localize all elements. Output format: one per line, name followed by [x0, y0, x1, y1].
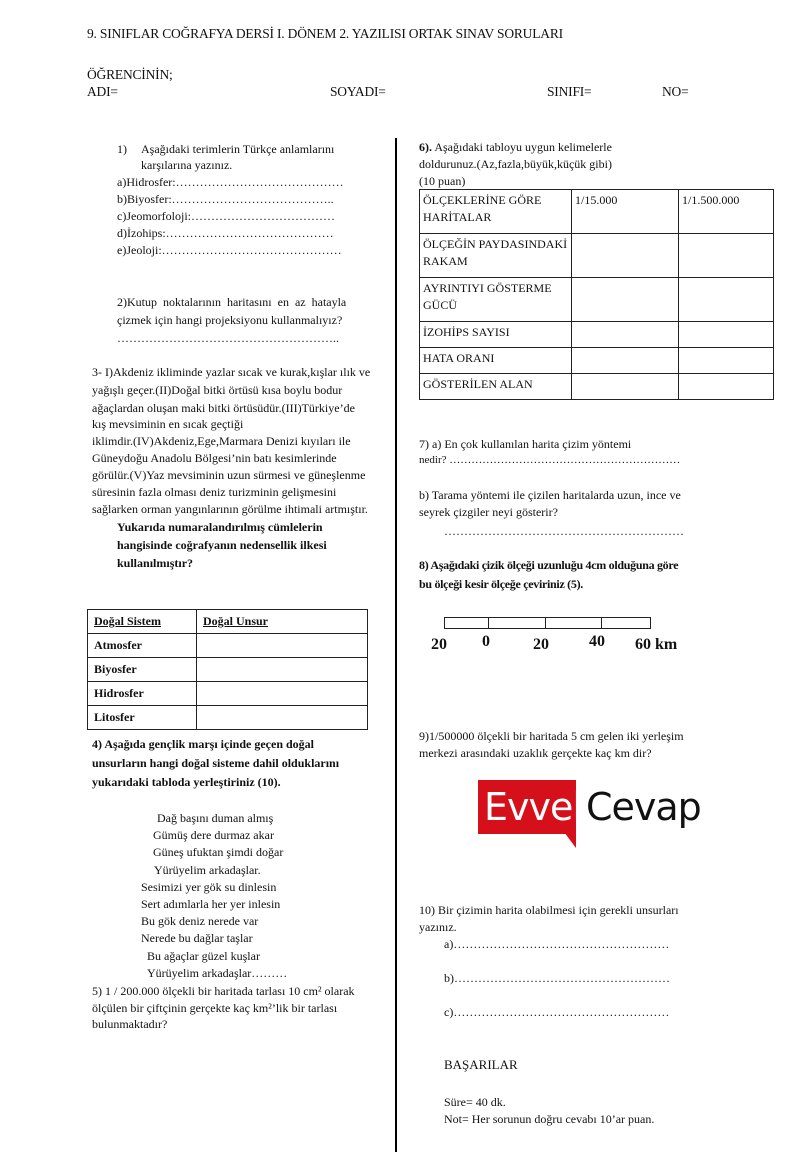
q3-line: kış mevsiminin en sıcak geçtiği	[92, 417, 244, 431]
table-row	[420, 374, 774, 400]
poem-line: Bu gök deniz nerede var	[141, 914, 259, 929]
q9-line1: 9)1/500000 ölçekli bir haritada 5 cm gelen iki yerleşim	[419, 729, 684, 743]
table-cell: Biyosfer	[88, 658, 197, 682]
q1-item-b[interactable]: b)Biyosfer:…………………………………..	[117, 192, 334, 206]
q10-item-a[interactable]: a)………………………………………………	[444, 937, 670, 951]
q3-line: iklimdir.(IV)Akdeniz,Ege,Marmara Denizi kıyıları ile	[92, 434, 351, 448]
table-cell: Atmosfer	[88, 634, 197, 658]
answer-cell[interactable]	[197, 706, 368, 730]
answer-cell[interactable]	[572, 234, 679, 278]
q3-line: Güneydoğu Anadolu Bölgesi’nin batı kesimlerinde	[92, 451, 337, 465]
table-cell: AYRINTIYI GÖSTERME GÜCÜ	[420, 278, 572, 322]
poem-line: Sesimizi yer gök su dinlesin	[141, 879, 277, 894]
table-cell: Hidrosfer	[88, 682, 197, 706]
poem-line: Dağ başını duman almış	[157, 811, 274, 825]
q8-line1: 8) Aşağıdaki çizik ölçeği uzunluğu 4cm olduğuna göre	[419, 558, 679, 572]
student-label: ÖĞRENCİNİN;	[87, 67, 173, 82]
answer-cell[interactable]	[572, 374, 679, 400]
table-header-cell	[88, 610, 197, 634]
q7a-line1: 7) a) En çok kullanılan harita çizim yöntemi	[419, 437, 632, 451]
q6-line1	[419, 139, 612, 155]
answer-cell[interactable]	[679, 278, 774, 322]
q7b-line2: seyrek çizgiler neyi gösterir?	[419, 505, 558, 519]
q1-prompt-line2: karşılarına yazınız.	[141, 158, 233, 172]
table-cell: Litosfer	[88, 706, 197, 730]
duration-text: Süre= 40 dk.	[444, 1095, 506, 1109]
q4-line: yukarıdaki tabloda yerleştiriniz (10).	[92, 775, 281, 789]
class-field[interactable]: SINIFI=	[547, 84, 592, 99]
poem-line: Bu ağaçlar güzel kuşlar	[147, 948, 260, 963]
graphic-scale-bar	[444, 617, 651, 629]
poem-line: Nerede bu dağlar taşlar	[141, 931, 253, 946]
q3-line: ağaçlardan oluşan maki bitki örtüsüdür.(III)Türkiye’de	[92, 401, 355, 415]
q6-number: 6).	[419, 140, 432, 154]
q1-prompt-line1: Aşağıdaki terimlerin Türkçe anlamlarını	[141, 142, 335, 156]
q3-line: sağlarken orman yangınlarının görülme ihtimali artmıştır.	[92, 502, 368, 516]
scale-comparison-table	[419, 189, 774, 400]
logo-text-cevap: Cevap	[586, 785, 701, 829]
poem-line: Yürüyelim arkadaşlar………	[147, 965, 288, 980]
q3-question: hangisinde coğrafyanın nedensellik ilkesi	[117, 538, 327, 552]
answer-cell[interactable]	[679, 374, 774, 400]
q3-line: yağışlı geçer.(II)Doğal bitki örtüsü kısa boylu bodur	[92, 383, 343, 397]
good-luck-text: BAŞARILAR	[444, 1057, 518, 1072]
table-header-cell	[197, 610, 368, 634]
scale-tick	[545, 618, 546, 628]
table-header-row	[88, 610, 368, 634]
q3-line: görülür.(V)Yaz mevsiminin uzun sürmesi ve güneşlenme	[92, 468, 366, 482]
q5-line: ölçülen bir çiftçinin gerçekte kaç km²’lik bir tarlası	[92, 1001, 338, 1015]
q6-prompt: Aşağıdaki tabloyu uygun kelimelerle	[432, 140, 612, 154]
scale-tick	[601, 618, 602, 628]
scale-tick	[488, 618, 489, 628]
q1-item-c[interactable]: c)Jeomorfoloji:………………………………	[117, 209, 335, 223]
poem-line: Güneş ufuktan şimdi doğar	[153, 845, 284, 860]
q2-line2: çizmek için hangi projeksiyonu kullanmalıyız?	[117, 313, 343, 327]
table-row	[88, 682, 368, 706]
answer-cell[interactable]	[572, 322, 679, 348]
q5-line: 5) 1 / 200.000 ölçekli bir haritada tarlası 10 cm² olarak	[92, 984, 355, 998]
note-text: Not= Her sorunun doğru cevabı 10’ar puan.	[444, 1112, 655, 1126]
q5-line: bulunmaktadır?	[92, 1017, 168, 1031]
q10-item-c[interactable]: c)………………………………………………	[444, 1005, 670, 1019]
q7b-line1: b) Tarama yöntemi ile çizilen haritalarda uzun, ince ve	[419, 488, 681, 502]
answer-cell[interactable]	[572, 348, 679, 374]
q8-line2: bu ölçeği kesir ölçeğe çeviriniz (5).	[419, 577, 583, 591]
q4-line: unsurların hangi doğal sisteme dahil olduklarını	[92, 756, 340, 770]
q1-item-e[interactable]: e)Jeoloji:………………………………………	[117, 243, 342, 257]
q9-line2: merkezi arasındaki uzaklık gerçekte kaç km dir?	[419, 746, 652, 760]
number-field[interactable]: NO=	[662, 84, 689, 99]
table-row	[420, 278, 774, 322]
answer-cell[interactable]	[197, 658, 368, 682]
logo-text-evvel: Evvel	[484, 785, 582, 829]
answer-cell[interactable]	[197, 682, 368, 706]
q7b-answer-line[interactable]: ……………………………………………………	[444, 524, 684, 538]
q3-line: süresinin fazla olması deniz turizminin gelişmesini	[92, 485, 337, 499]
header-natural-element: Doğal Unsur	[203, 614, 269, 628]
table-cell: GÖSTERİLEN ALAN	[420, 374, 572, 400]
answer-cell[interactable]	[679, 322, 774, 348]
scale-label: 0	[482, 633, 490, 650]
answer-cell[interactable]	[679, 234, 774, 278]
poem-line: Sert adımlarla her yer inlesin	[141, 897, 281, 912]
q10-item-b[interactable]: b)………………………………………………	[444, 971, 670, 985]
q6-line3: (10 puan)	[419, 174, 466, 188]
scale-label: 20	[431, 636, 447, 653]
scale-label: 40	[589, 633, 605, 650]
q1-item-a[interactable]: a)Hidrosfer:……………………………………	[117, 175, 344, 189]
logo-bubble-tail	[564, 832, 576, 848]
q4-line: 4) Aşağıda gençlik marşı içinde geçen doğal	[92, 737, 314, 751]
exam-title: 9. SINIFLAR COĞRAFYA DERSİ I. DÖNEM 2. YAZILISI ORTAK SINAV SORULARI	[87, 26, 563, 41]
table-header-cell: 1/15.000	[572, 190, 679, 234]
q3-question: kullanılmıştır?	[117, 556, 194, 570]
table-row	[88, 658, 368, 682]
answer-cell[interactable]	[679, 348, 774, 374]
q10-line1: 10) Bir çizimin harita olabilmesi için gerekli unsurları	[419, 903, 679, 917]
table-row	[88, 706, 368, 730]
q6-line2: doldurunuz.(Az,fazla,büyük,küçük gibi)	[419, 157, 612, 171]
q3-line: 3- I)Akdeniz ikliminde yazlar sıcak ve kurak,kışlar ılık ve	[92, 365, 371, 379]
q1-item-d[interactable]: d)İzohips:……………………………………	[117, 226, 334, 240]
table-header-row	[420, 190, 774, 234]
q10-line2: yazınız.	[419, 920, 457, 934]
poem-line: Gümüş dere durmaz akar	[153, 828, 274, 843]
table-row	[88, 634, 368, 658]
natural-systems-table	[87, 609, 368, 730]
poem-line: Yürüyelim arkadaşlar.	[154, 862, 261, 877]
surname-field[interactable]: SOYADI=	[330, 84, 386, 99]
q2-answer-line[interactable]: ………………………………………………..	[117, 331, 339, 345]
youth-march-poem	[87, 810, 377, 982]
table-cell: İZOHİPS SAYISI	[420, 322, 572, 348]
table-header-cell: ÖLÇEKLERİNE GÖRE HARİTALAR	[420, 190, 572, 234]
table-row	[420, 348, 774, 374]
table-row	[420, 322, 774, 348]
q3-question: Yukarıda numaralandırılmış cümlelerin	[117, 520, 323, 534]
q1-number: 1)	[117, 142, 127, 156]
name-field[interactable]: ADI=	[87, 84, 118, 99]
answer-cell[interactable]	[572, 278, 679, 322]
scale-label: 60 km	[635, 636, 678, 653]
q7a-line2[interactable]: nedir? ………………………………………………………	[419, 454, 681, 466]
answer-cell[interactable]	[197, 634, 368, 658]
table-cell: HATA ORANI	[420, 348, 572, 374]
table-row	[420, 234, 774, 278]
header-natural-system: Doğal Sistem	[94, 614, 161, 628]
table-header-cell: 1/1.500.000	[679, 190, 774, 234]
scale-label: 20	[533, 636, 549, 653]
table-cell: ÖLÇEĞİN PAYDASINDAKİ RAKAM	[420, 234, 572, 278]
q2-line1: 2)Kutup noktalarının haritasını en az hatayla	[117, 295, 347, 309]
column-divider	[395, 138, 397, 1152]
